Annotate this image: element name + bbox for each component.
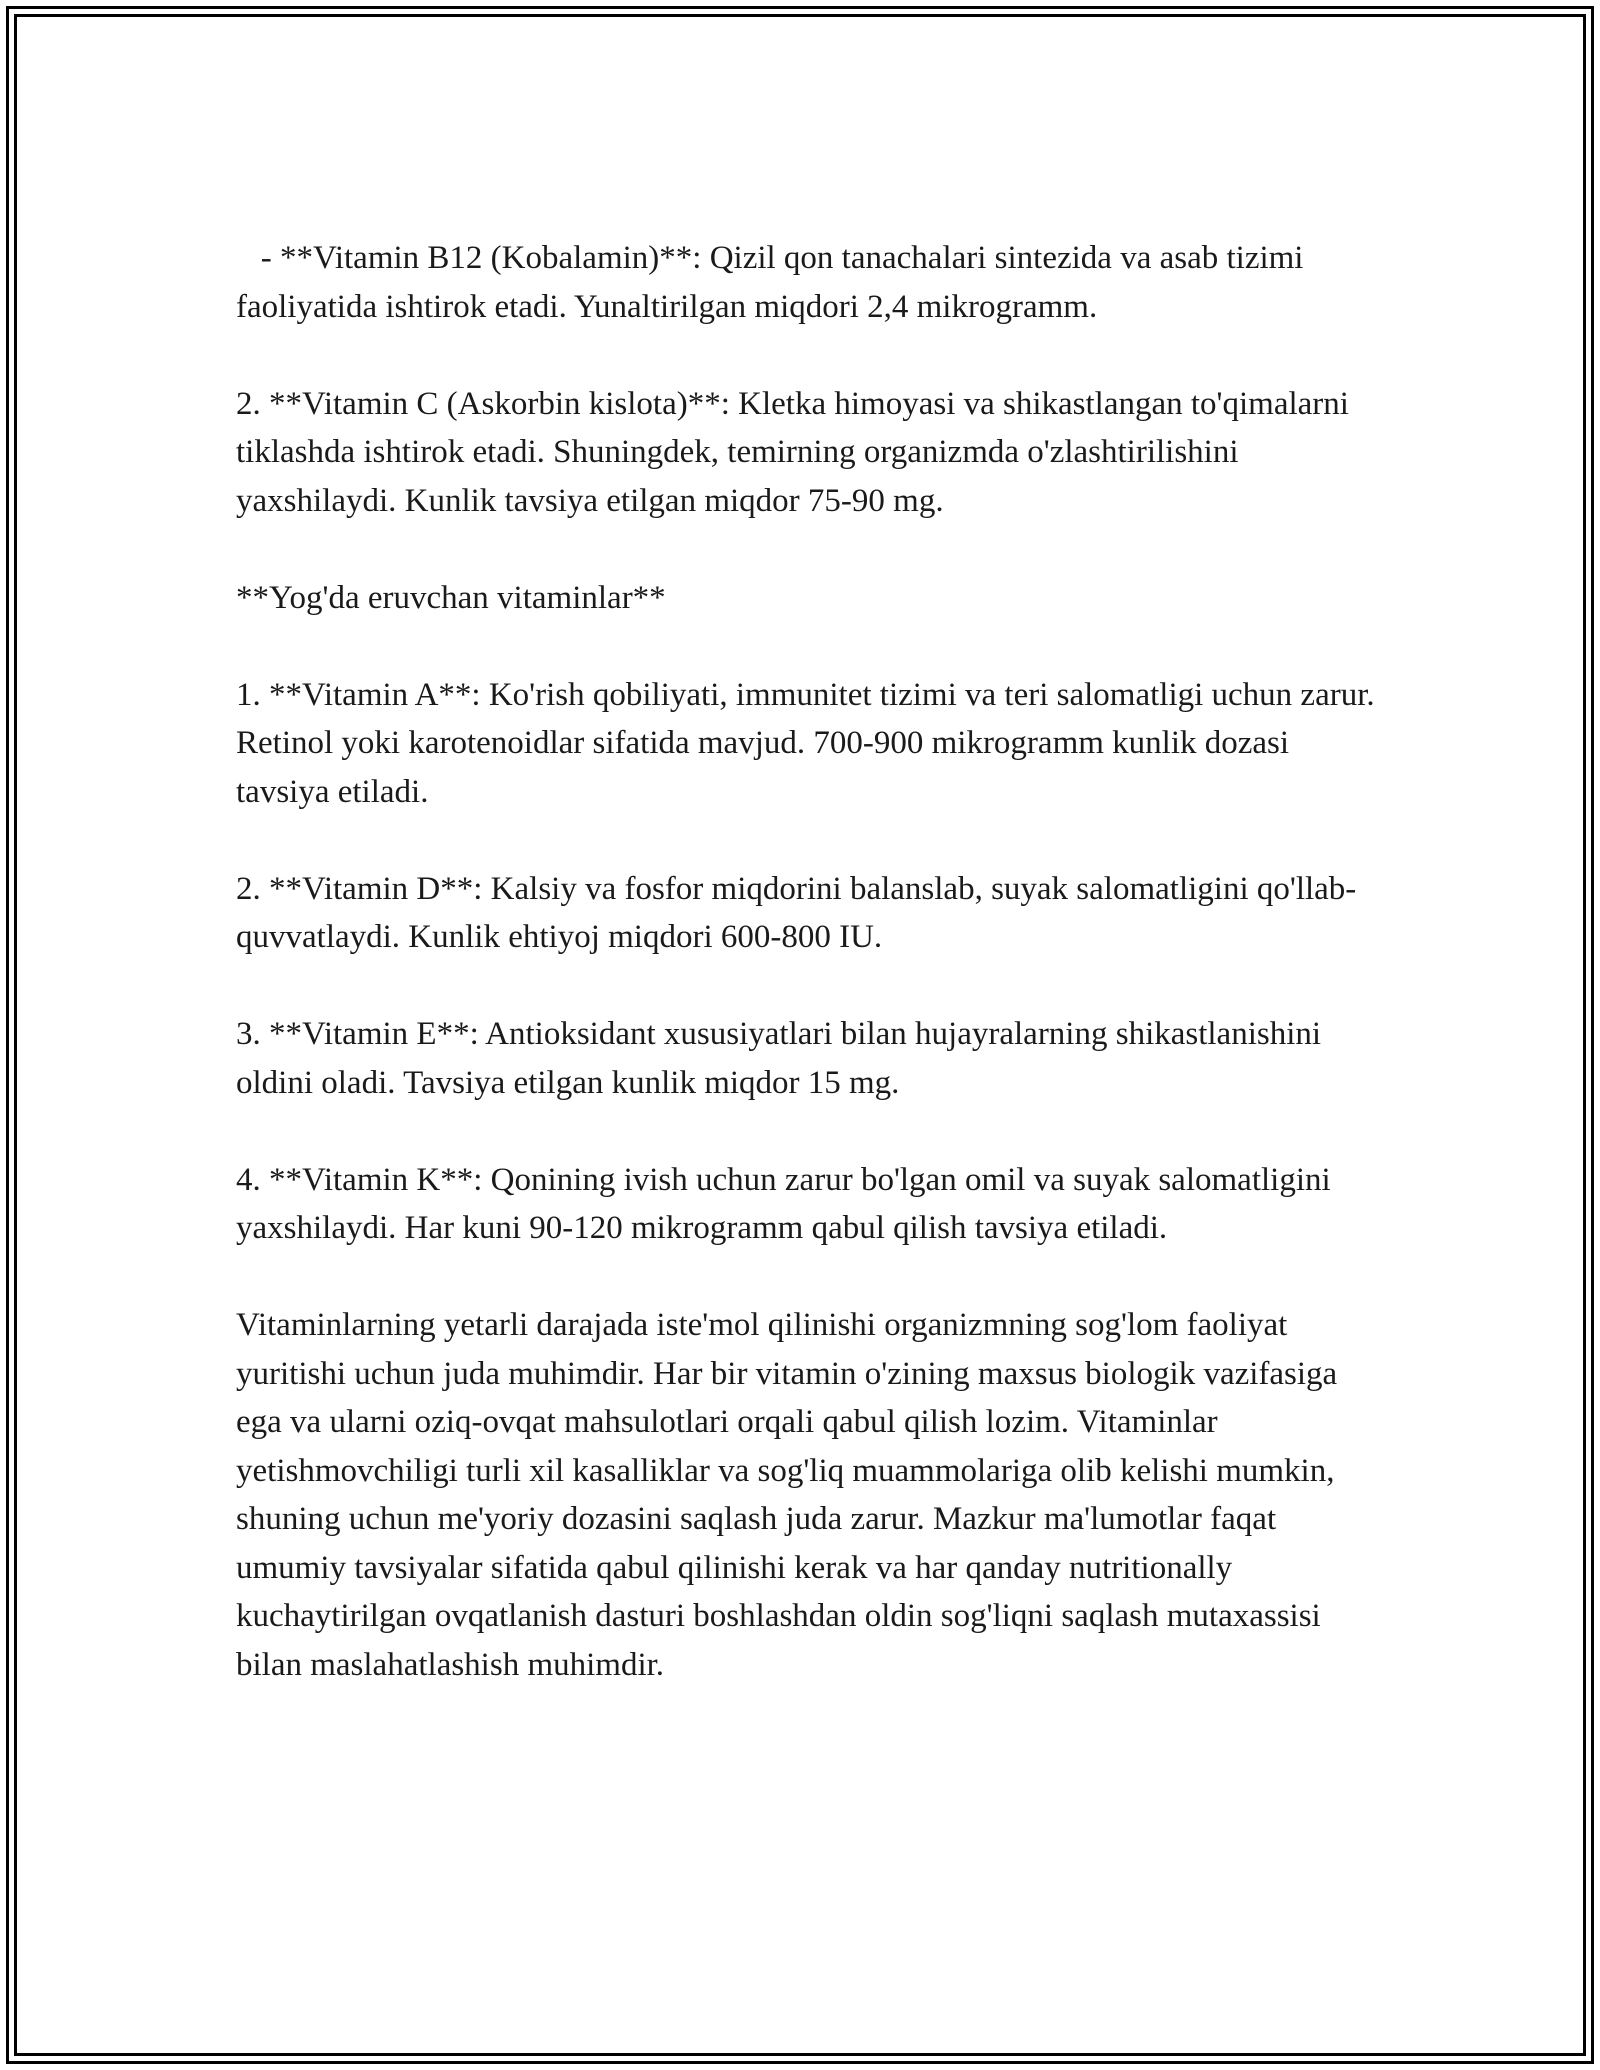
document-body [236,234,1386,1689]
section-heading-fat-soluble: **Yog'da eruvchan vitaminlar** [236,579,666,616]
paragraph-vitamin-e: 3. **Vitamin E**: Antioksidant xususiyatlari bilan hujayralarning shikastlanishini oldini oladi. Tavsiya etilgan kunlik miqdor 15 mg. [236,1016,1330,1101]
paragraph-vitamin-d: 2. **Vitamin D**: Kalsiy va fosfor miqdorini balanslab, suyak salomatligini qo'llab-quvvatlaydi. Kunlik ehtiyoj miqdori 600-800 IU. [236,870,1357,955]
paragraph-vitamin-k: 4. **Vitamin K**: Qonining ivish uchun zarur bo'lgan omil va suyak salomatligini yaxshilaydi. Har kuni 90-120 mikrogramm qabul qilish tavsiya etiladi. [236,1161,1339,1246]
paragraph-vitamin-b12: - **Vitamin B12 (Kobalamin)**: Qizil qon tanachalari sintezida va asab tizimi faoliyatida ishtirok etadi. Yunaltirilgan miqdori 2,4 mikrogramm. [236,240,1312,325]
paragraph-vitamin-a: 1. **Vitamin A**: Ko'rish qobiliyati, immunitet tizimi va teri salomatligi uchun zarur. Retinol yoki karotenoidlar sifatida mavjud. 700-900 mikrogramm kunlik dozasi tavsiya etiladi. [236,676,1383,810]
paragraph-conclusion: Vitaminlarning yetarli darajada iste'mol qilinishi organizmning sog'lom faoliyat yuritishi uchun juda muhimdir. Har bir vitamin o'zining maxsus biologik vazifasiga ega va ularni oziq-ovqat mahsulotlari orqali qabul qilish lozim. Vitaminlar yetishmovchiligi turli xil kasalliklar va sog'liq muammolariga olib kelishi mumkin, shuning uchun me'yoriy dozasini saqlash juda zarur. Mazkur ma'lumotlar faqat umumiy tavsiyalar sifatida qabul qilinishi kerak va har qanday nutritionally kuchaytirilgan ovqatlanish dasturi boshlashdan oldin sog'liqni saqlash mutaxassisi bilan maslahatlashish muhimdir. [236,1307,1346,1683]
paragraph-vitamin-c: 2. **Vitamin C (Askorbin kislota)**: Kletka himoyasi va shikastlangan to'qimalarni tiklashda ishtirok etadi. Shuningdek, temirning organizmda o'zlashtirilishini yaxshilaydi. Kunlik tavsiya etilgan miqdor 75-90 mg. [236,385,1358,519]
